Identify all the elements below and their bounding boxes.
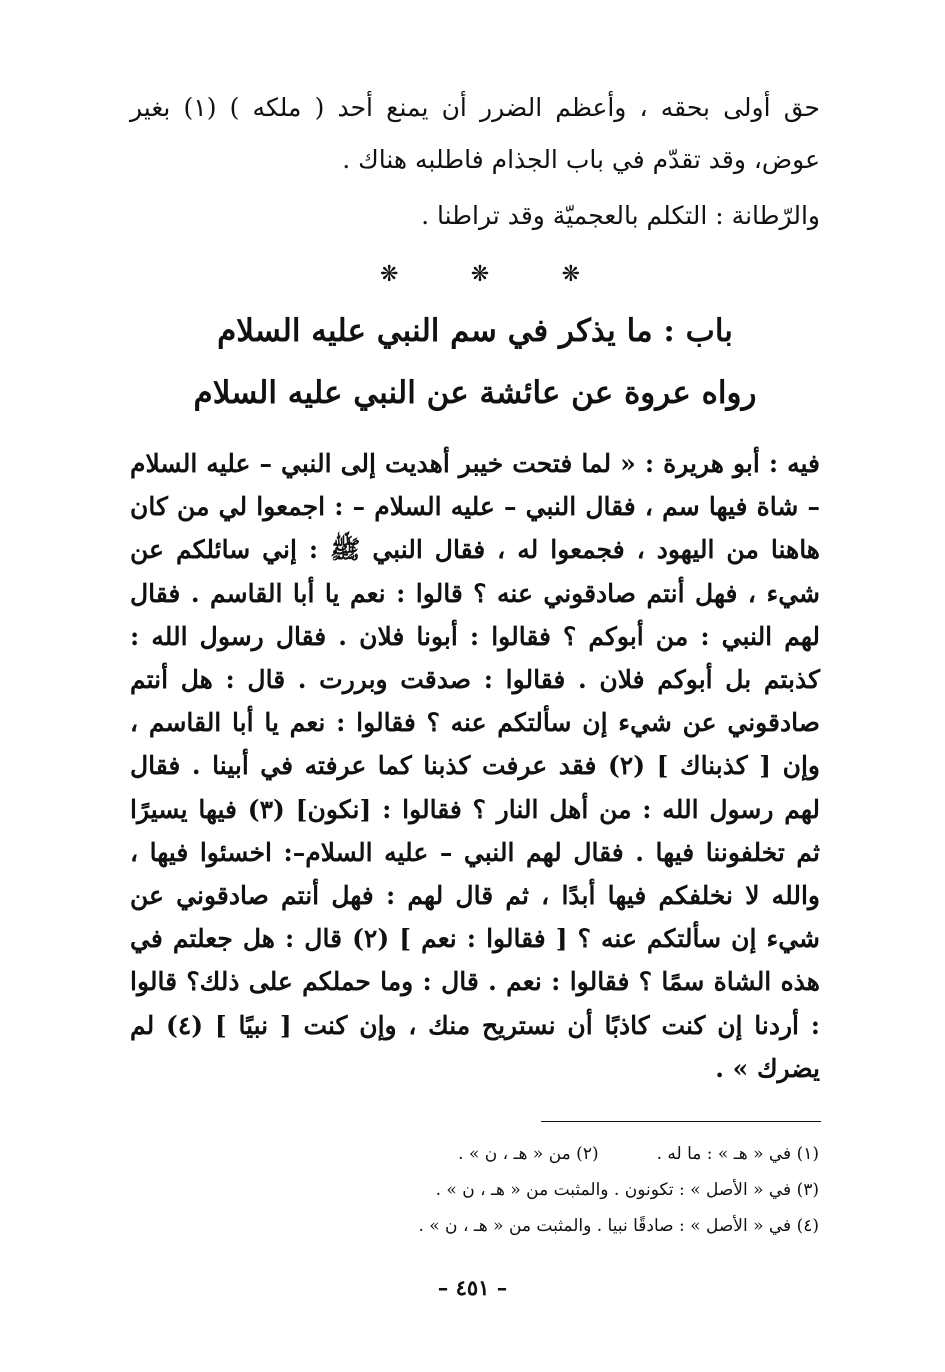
hadith-text: فيه : أبو هريرة : « لما فتحت خيبر أهديت إلى النبي – عليه السلام – شاة فيها سم ، فقال النبي – عليه السلام – : اجمعوا لي من كان هاهنا من اليهود ، فجمعوا له ، فقال النبي ﷺ : إني سائلكم عن شيء ، فهل أنتم صادقوني عنه ؟ قالوا : نعم يا أبا القاسم . فقال لهم النبي : من أبوكم ؟ فقالوا : أبونا فلان . فقال رسول الله : كذبتم بل أبوكم فلان . فقالوا : صدقت وبررت . قال : هل أنتم صادقوني عن شيء إن سألتكم عنه ؟ فقالوا : نعم يا أبا القاسم ، وإن [ كذبناك ] (٢) فقد عرفت كذبنا كما عرفته في أبينا . فقال لهم رسول الله : من أهل النار ؟ فقالوا : [نكون] (٣) فيها يسيرًا ثم تخلفوننا فيها . فقال لهم النبي – عليه السلام–: اخسئوا فيها ، والله لا نخلفكم فيها أبدًا ، ثم قال لهم : فهل أنتم صادقوني عن شيء إن سألتكم عنه ؟ [ فقالوا : نعم ] (٢) قال : هل جعلتم في هذه الشاة سمًا ؟ فقالوا : نعم . قال : وما حملكم على ذلك؟ قالوا : أردنا إن كنت كاذبًا أن نستريح منك ، وإن كنت [ نبيًا ] (٤) لم يضرك » . — [130, 449, 821, 1083]
star-ornament-icon: ❋ — [561, 262, 580, 287]
chapter-title: باب : ما يذكر في سم النبي عليه السلام — [217, 313, 733, 349]
footnote-1: (١) في « هـ » : ما له . — [656, 1144, 819, 1164]
intro-paragraph: حق أولى بحقه ، وأعظم الضرر أن يمنع أحد ( ملكه ) (١) بغير عوض، وقد تقدّم في باب الجذام فاطلبه هناك . — [130, 93, 820, 174]
page-number: – ٤٥١ – — [437, 1275, 508, 1300]
footnote-3: (٣) في « الأصل » : تكونون . والمثبت من « هـ ، ن » . — [435, 1180, 819, 1200]
star-ornament-icon: ❋ — [470, 262, 490, 287]
section-separator — [380, 262, 580, 287]
footnote-2: (٢) من « هـ ، ن » . — [458, 1144, 599, 1164]
chapter-subtitle: رواه عروة عن عائشة عن النبي عليه السلام — [193, 375, 757, 411]
ratana-definition: والرّطانة : التكلم بالعجميّة وقد تراطنا . — [421, 201, 820, 230]
footnote-divider — [541, 1121, 821, 1122]
star-ornament-icon: ❋ — [380, 262, 399, 287]
footnotes — [259, 1136, 819, 1244]
hadith-section — [130, 442, 820, 1090]
footnote-row — [259, 1136, 819, 1172]
intro-section — [130, 82, 820, 242]
footnote-4: (٤) في « الأصل » : صادقًا نبيا . والمثبت من « هـ ، ن » . — [418, 1216, 819, 1236]
